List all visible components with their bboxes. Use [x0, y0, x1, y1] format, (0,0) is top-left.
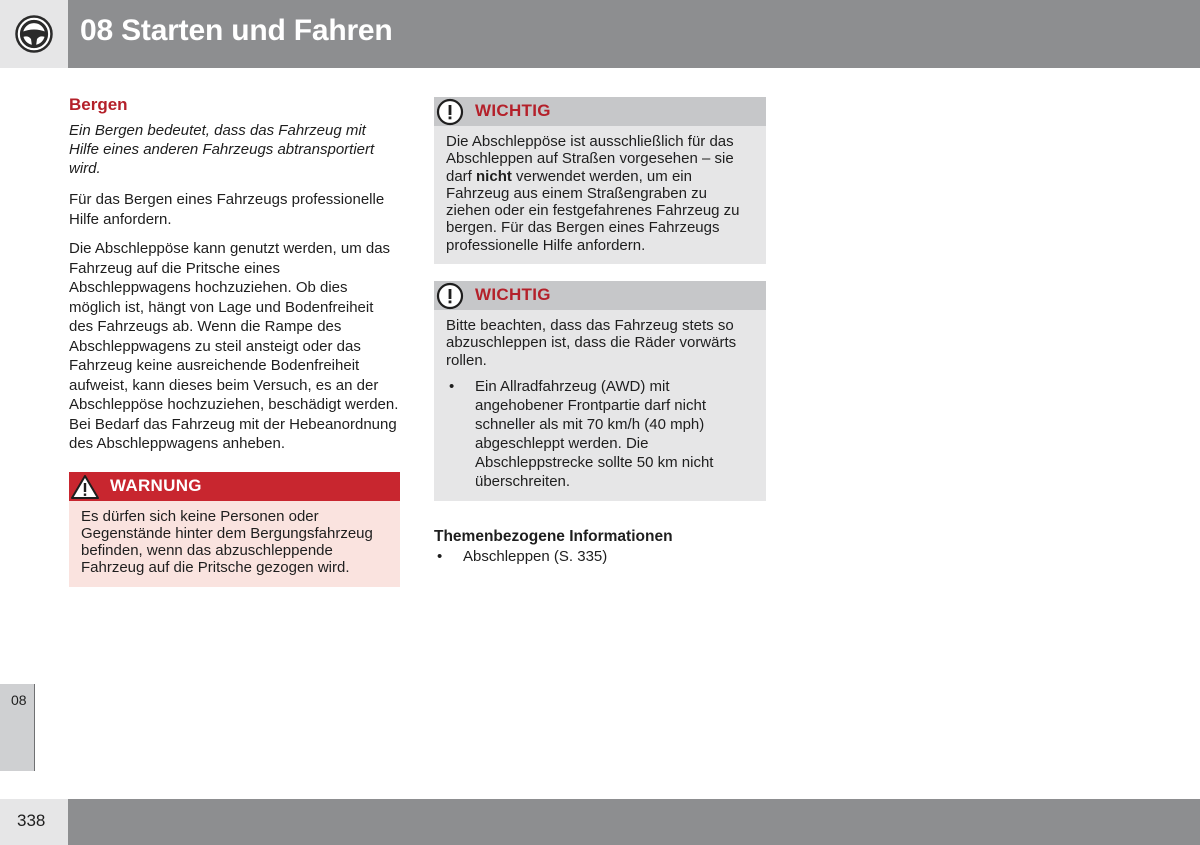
warning-label: WARNUNG — [110, 475, 202, 495]
important-label-2: WICHTIG — [475, 285, 551, 305]
important-box-1 — [434, 97, 766, 264]
exclamation-circle-icon — [436, 98, 464, 126]
important-text-1 — [434, 126, 766, 264]
important-label-1: WICHTIG — [475, 101, 551, 120]
related-link-text[interactable]: Abschleppen (S. 335) — [463, 547, 608, 565]
related-info-title: Themenbezogene Informationen — [434, 527, 673, 545]
page-header — [0, 0, 1200, 68]
warning-triangle-icon — [70, 474, 100, 500]
bullet-text: Ein Allradfahrzeug (AWD) mit angehobener Frontpartie darf nicht schneller als mit 70 km/h (40 mph) abgeschleppt werden. Die Abschleppstrecke sollte 50 km nicht überschreiten. — [475, 377, 714, 490]
important-header-2 — [434, 281, 766, 310]
warning-box — [69, 472, 400, 587]
warning-text: Es dürfen sich keine Personen oder Gegenstände hinter dem Bergungsfahrzeug befinden, wenn das abzuschleppende Fahrzeug auf die Pritsche gezogen wird. — [69, 501, 400, 587]
section-intro: Ein Bergen bedeutet, dass das Fahrzeug mit Hilfe eines anderen Fahrzeugs abtransportiert wird. — [69, 122, 375, 177]
bullet-icon: • — [449, 377, 455, 395]
important-header-1 — [434, 97, 766, 126]
paragraph-towing-eye: Die Abschleppöse kann genutzt werden, um das Fahrzeug auf die Pritsche eines Abschleppwagens hochzuziehen. Ob dies möglich ist, hängt von Lage und Bodenfreiheit des Fahrzeugs ab. Wenn die Rampe des Abschleppwagens zu steil ansteigt oder das Fahrzeug keine ausreichende Bodenfreiheit aufweist, kann dieses beim Versuch, es an der Abschleppöse hochzuziehen, beschädigt werden. Bei Bedarf das Fahrzeug mit der Hebeanordnung des Abschleppwagens anheben. — [69, 240, 399, 452]
related-info-list — [434, 548, 766, 566]
page-number-box — [0, 799, 68, 845]
bullet-icon: • — [437, 547, 443, 565]
chapter-title: 08 Starten und Fahren — [80, 14, 393, 47]
right-column — [434, 97, 766, 566]
important-text-1-end: verwendet werden, um ein Fahrzeug aus einem Straßengraben zu ziehen oder ein festgefahrenes Fahrzeug zu bergen. Für das Bergen eines Fahrzeugs professionelle Hilfe anfordern. — [446, 167, 740, 254]
chapter-tab-label: 08 — [11, 692, 27, 708]
important-bullet-list — [446, 377, 754, 491]
exclamation-circle-icon — [436, 282, 464, 310]
page-number: 338 — [17, 811, 46, 830]
steering-wheel-icon — [15, 15, 53, 53]
paragraph-professional-help: Für das Bergen eines Fahrzeugs professionelle Hilfe anfordern. — [69, 191, 385, 228]
important-body-2 — [434, 310, 766, 501]
warning-header — [69, 472, 400, 501]
related-link[interactable] — [434, 548, 766, 566]
section-title: Bergen — [69, 95, 128, 114]
important-text-1-emphasis: nicht — [476, 167, 512, 185]
chapter-side-tab — [0, 684, 35, 771]
page-footer — [0, 799, 1200, 845]
important-text-1-start: Die Abschleppöse ist ausschließlich für das Abschleppen auf Straßen vorgesehen – sie darf — [446, 133, 734, 185]
important-text-2: Bitte beachten, dass das Fahrzeug stets so abzuschleppen ist, dass die Räder vorwärts rollen. — [446, 317, 737, 369]
important-box-2 — [434, 281, 766, 501]
left-column — [69, 95, 400, 587]
list-item — [446, 377, 754, 491]
chapter-icon-box — [0, 0, 68, 68]
